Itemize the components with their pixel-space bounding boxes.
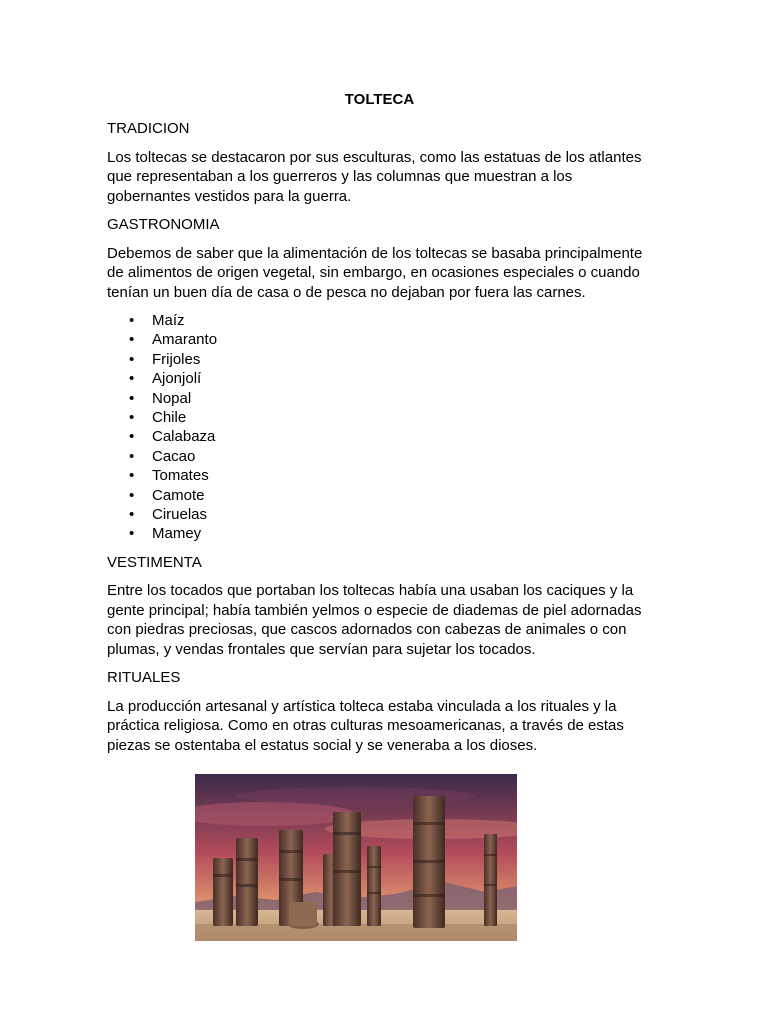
list-item-label: Nopal — [152, 389, 192, 407]
list-item-label: Cacao — [152, 447, 196, 465]
bullet-icon: • — [129, 486, 135, 504]
list-item — [107, 427, 652, 446]
ingredient-list — [107, 311, 652, 544]
bullet-icon: • — [129, 505, 135, 523]
document-title: TOLTECA — [344, 91, 415, 108]
bullet-icon: • — [129, 331, 135, 349]
paragraph-gastronomia: Debemos de saber que la alimentación de los toltecas se basaba principalmente de alimentos de origen vegetal, sin embargo, en ocasiones especiales o cuando tenían un buen día de casa o de pesca no dejaban por fuera las carnes. — [107, 244, 643, 301]
list-item — [107, 408, 652, 427]
list-item — [107, 524, 652, 543]
list-item — [107, 505, 652, 524]
document-page — [107, 90, 652, 764]
bullet-icon: • — [129, 447, 135, 465]
paragraph-rituales: La producción artesanal y artística tolteca estaba vinculada a los rituales y la práctica religiosa. Como en otras culturas mesoamericanas, a través de estas piezas se ostentaba el estatus social y se veneraba a los dioses. — [107, 697, 624, 754]
list-item — [107, 389, 652, 408]
list-item-label: Maíz — [152, 312, 185, 329]
stone-column — [484, 834, 497, 926]
paragraph-vestimenta: Entre los tocados que portaban los toltecas había una usaban los caciques y la gente principal; había también yelmos o especie de diademas de piel adornadas con piedras preciosas, que cascos adornados con cabezas de animales o con plumas, y vendas frontales que servían para sujetar los tocados. — [107, 582, 642, 658]
statue-base — [289, 902, 317, 926]
bullet-icon: • — [129, 312, 135, 329]
section-heading-tradicion: TRADICION — [107, 120, 190, 137]
list-item-label: Calabaza — [152, 428, 216, 446]
list-item — [107, 466, 652, 485]
platform-edge — [195, 924, 517, 941]
list-item-label: Chile — [152, 408, 187, 426]
section-heading-vestimenta: VESTIMENTA — [107, 553, 202, 571]
list-item — [107, 447, 652, 466]
stone-column — [367, 846, 381, 926]
bullet-icon: • — [129, 389, 135, 407]
list-item-label: Frijoles — [152, 350, 201, 368]
list-item — [107, 350, 652, 369]
bullet-icon: • — [129, 408, 135, 426]
paragraph-tradicion: Los toltecas se destacaron por sus esculturas, como las estatuas de los atlantes que representaban a los guerreros y las columnas que muestran a los gobernantes vestidos para la guerra. — [107, 148, 642, 205]
section-heading-rituales: RITUALES — [107, 669, 181, 687]
atlante-statue — [236, 838, 258, 926]
list-item — [107, 330, 652, 349]
bullet-icon: • — [129, 467, 135, 485]
list-item-label: Ajonjolí — [152, 370, 202, 388]
list-item-label: Camote — [152, 486, 205, 504]
atlantes-statues-image — [195, 774, 517, 941]
atlante-statue — [213, 858, 233, 926]
list-item — [107, 311, 652, 330]
list-item — [107, 369, 652, 388]
bullet-icon: • — [129, 370, 135, 388]
atlante-statue — [333, 812, 361, 926]
bullet-icon: • — [129, 525, 135, 543]
list-item-label: Tomates — [152, 467, 209, 485]
list-item-label: Amaranto — [152, 331, 218, 349]
bullet-icon: • — [129, 350, 135, 368]
list-item — [107, 486, 652, 505]
section-heading-gastronomia: GASTRONOMIA — [107, 216, 220, 233]
list-item-label: Ciruelas — [152, 505, 208, 523]
list-item-label: Mamey — [152, 525, 202, 543]
bullet-icon: • — [129, 428, 135, 446]
